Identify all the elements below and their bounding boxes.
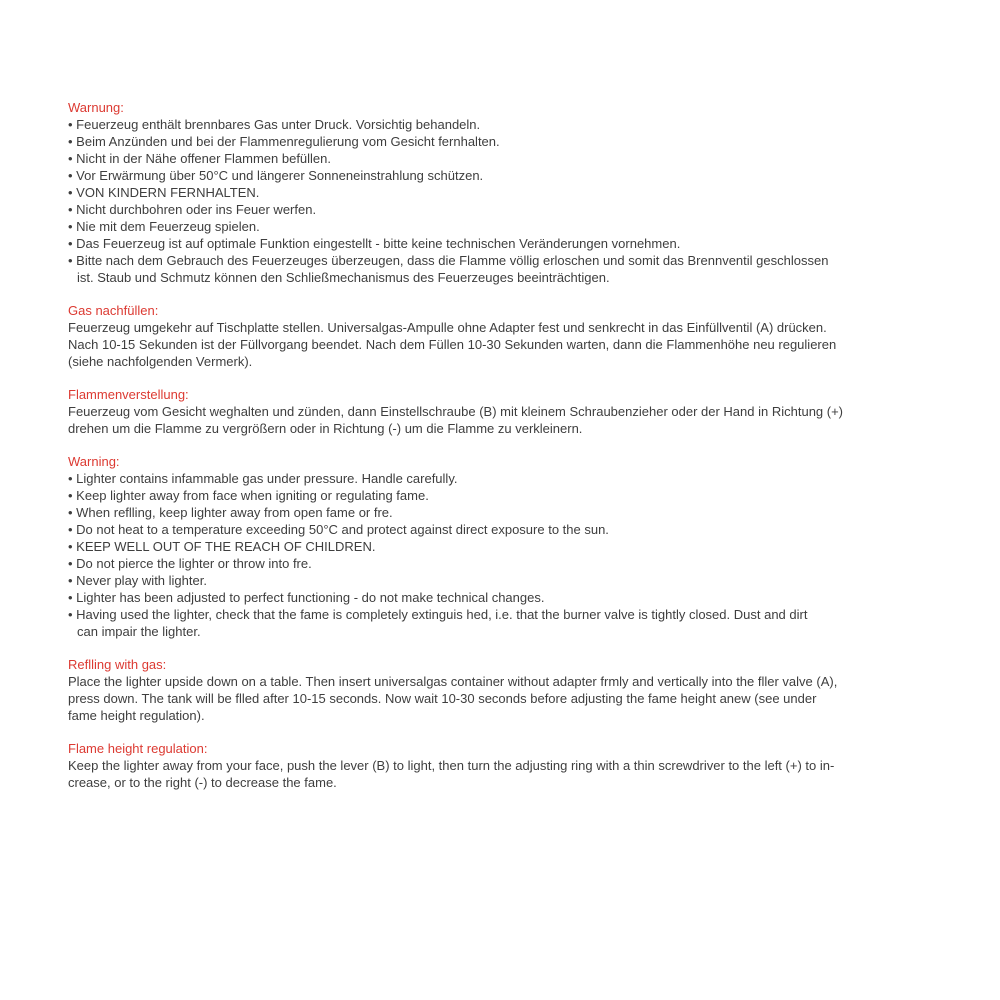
section-heading-warnung-de: Warnung:: [68, 100, 124, 115]
section-heading-warning-en: Warning:: [68, 454, 120, 469]
text-line: • Nicht durchbohren oder ins Feuer werfen.: [68, 202, 317, 217]
text-line: • Feuerzeug enthält brennbares Gas unter Druck. Vorsichtig behandeln.: [68, 117, 481, 132]
text-line: drehen um die Flamme zu vergrößern oder in Richtung (-) um die Flamme zu verkleinern.: [68, 421, 583, 436]
text-line: Feuerzeug vom Gesicht weghalten und zünden, dann Einstellschraube (B) mit kleinem Schraubenzieher oder der Hand in Richtung (+): [68, 404, 844, 419]
text-line: ist. Staub und Schmutz können den Schließmechanismus des Feuerzeuges beeinträchtigen.: [77, 270, 610, 285]
text-line: • Do not heat to a temperature exceeding 50°C and protect against direct exposure to the sun.: [68, 522, 609, 537]
text-line: • Having used the lighter, check that the fame is completely extinguis hed, i.e. that the burner valve is tightly closed. Dust and dirt: [68, 607, 808, 622]
text-line: • Das Feuerzeug ist auf optimale Funktion eingestellt - bitte keine technischen Veränderungen vornehmen.: [68, 236, 681, 251]
text-line: Feuerzeug umgekehr auf Tischplatte stellen. Universalgas-Ampulle ohne Adapter fest und senkrecht in das Einfüllventil (A) drücken.: [68, 320, 827, 335]
text-line: • Beim Anzünden und bei der Flammenregulierung vom Gesicht fernhalten.: [68, 134, 500, 149]
text-line: fame height regulation).: [68, 708, 205, 723]
section-heading-refilling-with-gas: Reflling with gas:: [68, 657, 167, 672]
text-line: (siehe nachfolgenden Vermerk).: [68, 354, 253, 369]
text-line: • Nie mit dem Feuerzeug spielen.: [68, 219, 260, 234]
section-heading-flammenverstellung: Flammenverstellung:: [68, 387, 189, 402]
text-line: Keep the lighter away from your face, push the lever (B) to light, then turn the adjusting ring with a thin screwdriver to the left (+) to in-: [68, 758, 835, 773]
text-line: crease, or to the right (-) to decrease the fame.: [68, 775, 337, 790]
text-line: • Lighter contains infammable gas under pressure. Handle carefully.: [68, 471, 458, 486]
text-line: • When reflling, keep lighter away from open fame or fre.: [68, 505, 393, 520]
text-line: • VON KINDERN FERNHALTEN.: [68, 185, 260, 200]
text-line: • Never play with lighter.: [68, 573, 207, 588]
text-line: press down. The tank will be flled after 10-15 seconds. Now wait 10-30 seconds before adjusting the fame height anew (see under: [68, 691, 817, 706]
text-line: • Nicht in der Nähe offener Flammen befüllen.: [68, 151, 332, 166]
text-line: Nach 10-15 Sekunden ist der Füllvorgang beendet. Nach dem Füllen 10-30 Sekunden warten, dann die Flammenhöhe neu regulieren: [68, 337, 837, 352]
text-line: • Lighter has been adjusted to perfect functioning - do not make technical changes.: [68, 590, 545, 605]
text-line: • Vor Erwärmung über 50°C und längerer Sonneneinstrahlung schützen.: [68, 168, 484, 183]
text-line: • Keep lighter away from face when igniting or regulating fame.: [68, 488, 429, 503]
text-line: can impair the lighter.: [77, 624, 201, 639]
text-line: • Do not pierce the lighter or throw into fre.: [68, 556, 312, 571]
text-line: • KEEP WELL OUT OF THE REACH OF CHILDREN.: [68, 539, 376, 554]
text-line: Place the lighter upside down on a table. Then insert universalgas container without adapter frmly and vertically into the fller valve (A),: [68, 674, 838, 689]
instruction-sheet: [68, 99, 948, 791]
section-heading-gas-nachfuellen: Gas nachfüllen:: [68, 303, 159, 318]
section-heading-flame-height-regulation: Flame height regulation:: [68, 741, 208, 756]
text-line: • Bitte nach dem Gebrauch des Feuerzeuges überzeugen, dass die Flamme völlig erloschen und somit das Brennventil geschlossen: [68, 253, 829, 268]
